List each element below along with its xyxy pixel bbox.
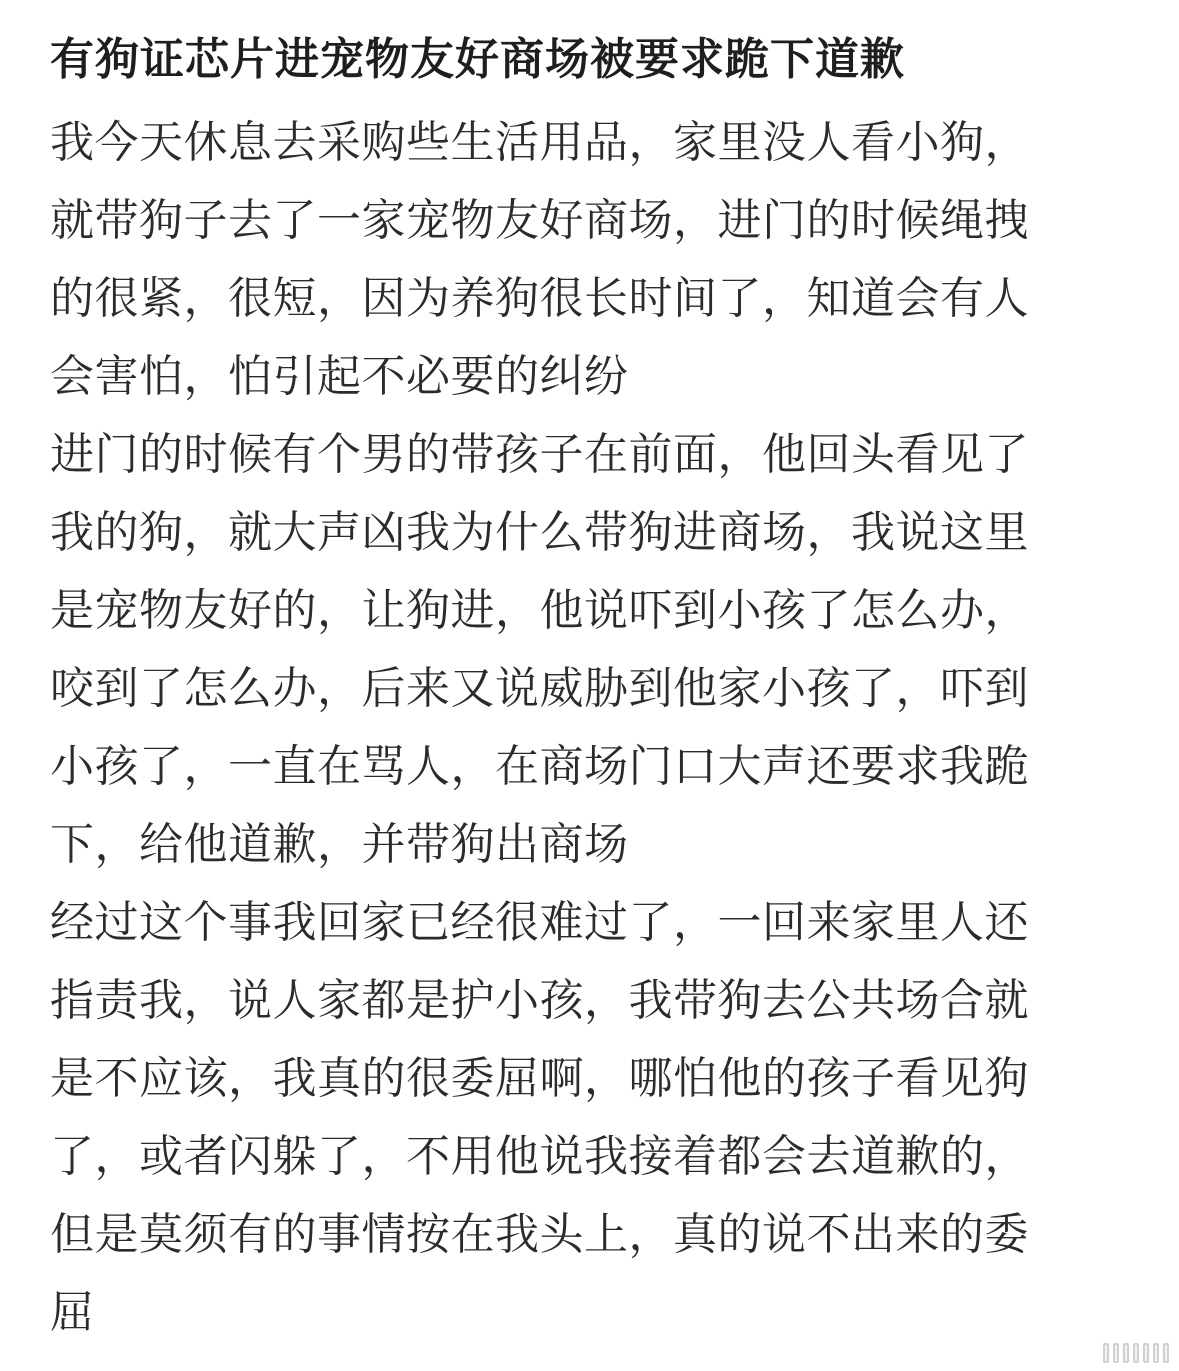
watermark-icon: [1103, 1337, 1169, 1363]
post-body: [50, 102, 1140, 1352]
post-body-line: 指责我，说人家都是护小孩，我带狗去公共场合就: [50, 975, 1029, 1026]
post-body-line: 我今天休息去采购些生活用品，家里没人看小狗，: [50, 117, 1029, 168]
post-body-line: 是不应该，我真的很委屈啊，哪怕他的孩子看见狗: [50, 1053, 1029, 1104]
post-body-line: 就带狗子去了一家宠物友好商场，进门的时候绳拽: [50, 195, 1029, 246]
post-body-line: 的很紧，很短，因为养狗很长时间了，知道会有人: [50, 273, 1029, 324]
post-title: 有狗证芯片进宠物友好商场被要求跪下道歉: [50, 34, 905, 85]
post-body-line: 进门的时候有个男的带孩子在前面，他回头看见了: [50, 429, 1029, 480]
post-body-line: 咬到了怎么办，后来又说威胁到他家小孩了，吓到: [50, 663, 1029, 714]
watermark-bar: [1143, 1343, 1149, 1363]
post-body-line: 下，给他道歉，并带狗出商场: [50, 819, 629, 870]
watermark-bar: [1103, 1343, 1109, 1363]
post-body-line: 小孩了，一直在骂人，在商场门口大声还要求我跪: [50, 741, 1029, 792]
post-body-line: 但是莫须有的事情按在我头上，真的说不出来的委: [50, 1209, 1029, 1260]
watermark-bar: [1133, 1343, 1139, 1363]
watermark-bar: [1113, 1343, 1119, 1363]
post-body-line: 是宠物友好的，让狗进，他说吓到小孩了怎么办，: [50, 585, 1029, 636]
watermark-bar: [1153, 1343, 1159, 1363]
post-body-line: 了，或者闪躲了，不用他说我接着都会去道歉的，: [50, 1131, 1029, 1182]
post: [50, 0, 1140, 1352]
watermark-bar: [1163, 1343, 1169, 1363]
post-body-line: 会害怕，怕引起不必要的纠纷: [50, 351, 629, 402]
watermark-bar: [1123, 1343, 1129, 1363]
post-body-line: 屈: [50, 1287, 95, 1338]
post-body-line: 我的狗，就大声凶我为什么带狗进商场，我说这里: [50, 507, 1029, 558]
post-body-line: 经过这个事我回家已经很难过了，一回来家里人还: [50, 897, 1029, 948]
